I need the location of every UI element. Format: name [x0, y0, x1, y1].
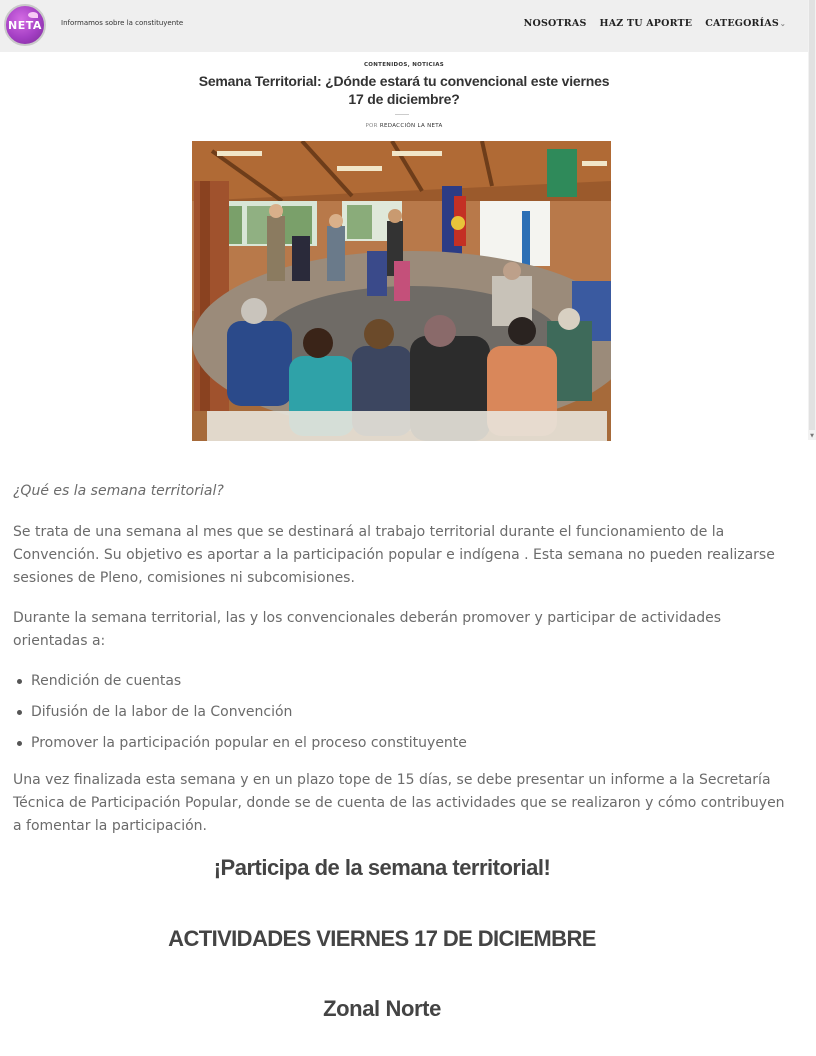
article-body: [13, 480, 789, 855]
byline-prefix: POR: [365, 123, 378, 129]
nav-item-categorias[interactable]: [705, 18, 786, 29]
heading-zonal-norte: Zonal Norte: [323, 996, 441, 1021]
article-paragraph-3: Una vez finalizada esta semana y en un plazo tope de 15 días, se debe presentar un informe a la Secretaría Técnica de Participación Popular, donde se de cuenta de las actividades que se realizaron y cómo contribuyen a fomentar la participación.: [13, 772, 785, 834]
chevron-down-icon: ⌄: [779, 19, 786, 28]
article-paragraph-2: Durante la semana territorial, las y los convencionales deberán promover y participar de actividades orientadas a:: [13, 610, 722, 649]
post-byline: [0, 123, 808, 129]
list-item: Promover la participación popular en el proceso constituyente: [31, 732, 789, 755]
featured-image: [192, 141, 611, 441]
scroll-down-arrow-icon[interactable]: ▼: [810, 433, 814, 439]
heading-participa: ¡Participa de la semana territorial!: [213, 855, 551, 880]
site-header: [0, 0, 808, 52]
list-item: Difusión de la labor de la Convención: [31, 701, 789, 724]
scrollbar[interactable]: [808, 0, 816, 440]
nav-item-categorias-label: CATEGORÍAS: [705, 18, 779, 29]
post-author[interactable]: REDACCIÓN LA NETA: [379, 123, 443, 129]
scrollbar-thumb[interactable]: [809, 0, 815, 430]
activities-list: [13, 670, 789, 755]
site-tagline: Informamos sobre la constituyente: [61, 19, 184, 27]
logo-text: NETA: [8, 19, 42, 32]
heading-actividades: ACTIVIDADES VIERNES 17 DE DICIEMBRE: [168, 926, 596, 951]
nav-item-nosotras[interactable]: NOSOTRAS: [523, 18, 587, 29]
article-paragraph-1: Se trata de una semana al mes que se destinará al trabajo territorial durante el funcionamiento de la Convención. Su objetivo es aportar a la participación popular e indígena . Esta semana no pueden realizarse sesiones de Pleno, comisiones ni subcomisiones.: [13, 524, 775, 586]
site-logo[interactable]: [4, 4, 46, 46]
main-nav: [524, 18, 786, 29]
bird-icon: [28, 12, 38, 18]
post-categories[interactable]: CONTENIDOS, NOTICIAS: [363, 62, 445, 68]
post-title: Semana Territorial: ¿Dónde estará tu convencional este viernes 17 de diciembre?: [198, 73, 610, 107]
nav-item-haz-tu-aporte[interactable]: HAZ TU APORTE: [599, 18, 693, 29]
article-question: ¿Qué es la semana territorial?: [13, 483, 224, 499]
title-divider: [395, 114, 409, 115]
list-item: Rendición de cuentas: [31, 670, 789, 693]
